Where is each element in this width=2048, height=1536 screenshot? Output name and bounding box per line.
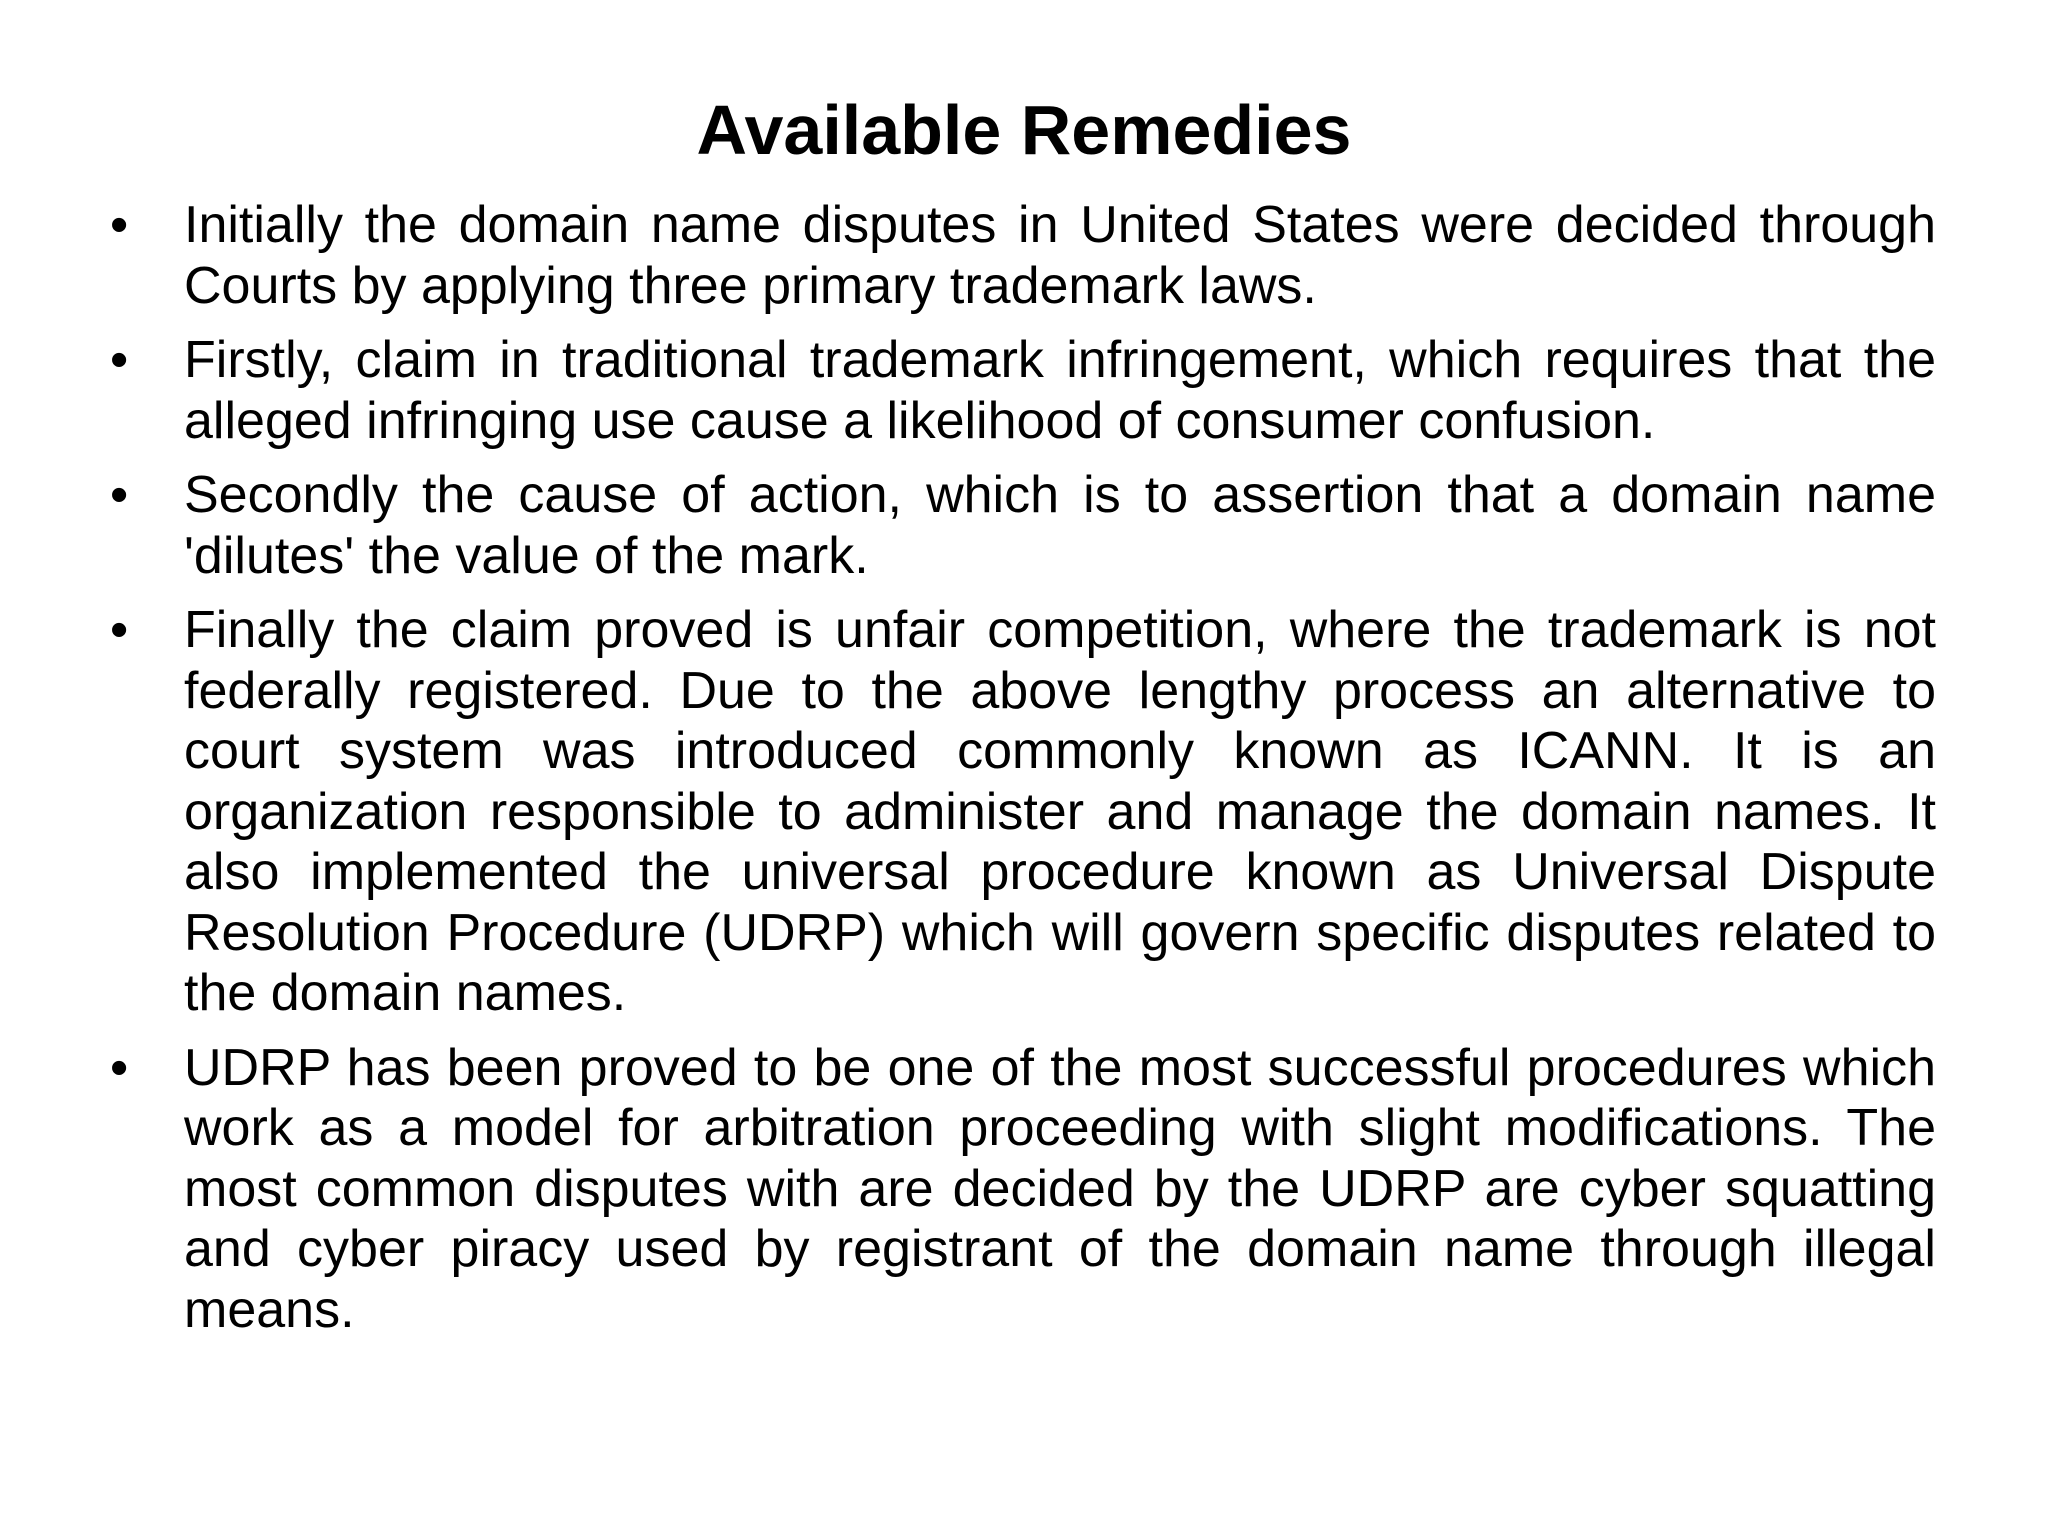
slide-title: Available Remedies <box>696 91 1352 169</box>
bullet-list <box>110 195 1936 1354</box>
bullet-marker: • <box>110 196 129 254</box>
bullet-text: Firstly, claim in traditional trademark infringement, which requires that the alleged infringing use cause a likelihood of consumer confusion. <box>184 331 1936 450</box>
bullet-text: UDRP has been proved to be one of the most successful procedures which work as a model for arbitration proceeding with slight modifications. The most common disputes with are decided by the UDRP are cyber squatting and cyber piracy used by registrant of the domain name through illegal means. <box>184 1038 1936 1339</box>
bullet-item <box>110 1038 1936 1341</box>
bullet-marker: • <box>110 331 129 389</box>
bullet-marker: • <box>110 1038 129 1097</box>
bullet-item <box>110 330 1936 451</box>
bullet-marker: • <box>110 601 129 659</box>
bullet-item <box>110 600 1936 1024</box>
bullet-item <box>110 465 1936 586</box>
bullet-item <box>110 195 1936 316</box>
bullet-text: Initially the domain name disputes in United States were decided through Courts by applying three primary trademark laws. <box>184 196 1936 315</box>
bullet-marker: • <box>110 466 129 524</box>
bullet-text: Secondly the cause of action, which is to assertion that a domain name 'dilutes' the value of the mark. <box>184 466 1936 585</box>
bullet-text: Finally the claim proved is unfair competition, where the trademark is not federally registered. Due to the above lengthy process an alternative to court system was introduced commonly known as ICANN. It is an organization responsible to administer and manage the domain names. It also implemented the universal procedure known as Universal Dispute Resolution Procedure (UDRP) which will govern specific disputes related to the domain names. <box>184 601 1936 1022</box>
